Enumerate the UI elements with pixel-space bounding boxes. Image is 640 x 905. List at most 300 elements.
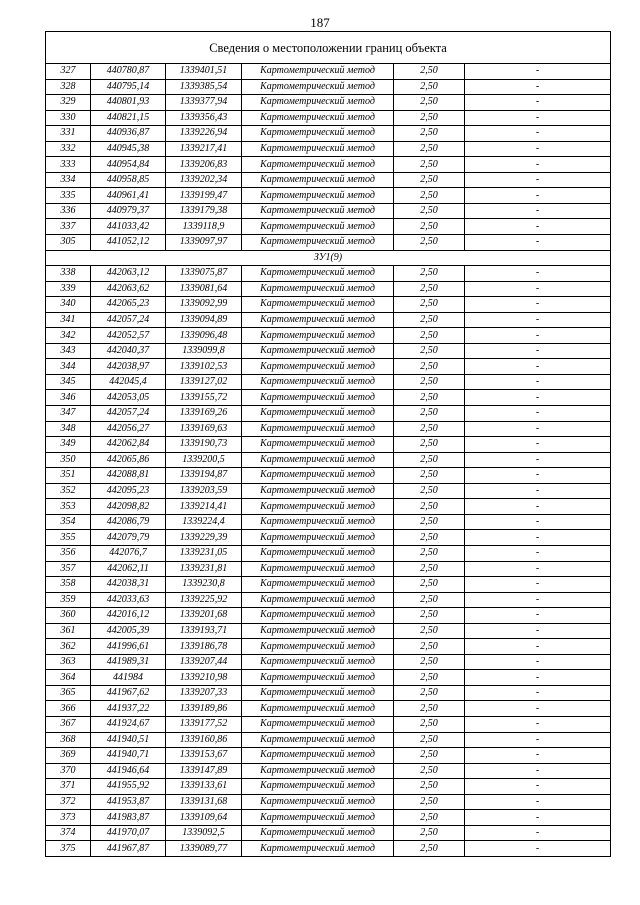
accuracy-cell: 2,50 (394, 763, 465, 779)
table-row (46, 732, 611, 748)
coord-x-cell: 441033,42 (91, 219, 166, 235)
accuracy-cell: 2,50 (394, 841, 465, 857)
point-number-cell: 337 (46, 219, 91, 235)
method-cell: Картометрический метод (242, 157, 394, 173)
accuracy-cell: 2,50 (394, 141, 465, 157)
coord-y-cell: 1339109,64 (166, 810, 242, 826)
coord-x-cell: 441983,87 (91, 810, 166, 826)
table-row (46, 359, 611, 375)
description-cell: - (465, 530, 611, 546)
method-cell: Картометрический метод (242, 343, 394, 359)
point-number-cell: 365 (46, 685, 91, 701)
coord-y-cell: 1339099,8 (166, 343, 242, 359)
coord-x-cell: 442040,37 (91, 343, 166, 359)
description-cell: - (465, 219, 611, 235)
table-row (46, 468, 611, 484)
table-row (46, 172, 611, 188)
coord-y-cell: 1339207,44 (166, 654, 242, 670)
table-row (46, 499, 611, 515)
coord-y-cell: 1339160,86 (166, 732, 242, 748)
accuracy-cell: 2,50 (394, 608, 465, 624)
method-cell: Картометрический метод (242, 328, 394, 344)
accuracy-cell: 2,50 (394, 297, 465, 313)
point-number-cell: 341 (46, 312, 91, 328)
description-cell: - (465, 359, 611, 375)
accuracy-cell: 2,50 (394, 421, 465, 437)
table-row (46, 545, 611, 561)
table-row (46, 514, 611, 530)
table-row (46, 266, 611, 282)
point-number-cell: 363 (46, 654, 91, 670)
table-title: Сведения о местоположении границ объекта (46, 32, 611, 64)
description-cell: - (465, 452, 611, 468)
coord-x-cell: 442033,63 (91, 592, 166, 608)
coord-y-cell: 1339131,68 (166, 794, 242, 810)
method-cell: Картометрический метод (242, 312, 394, 328)
coord-x-cell: 442038,97 (91, 359, 166, 375)
accuracy-cell: 2,50 (394, 79, 465, 95)
coord-y-cell: 1339226,94 (166, 126, 242, 142)
table-row (46, 841, 611, 857)
point-number-cell: 359 (46, 592, 91, 608)
point-number-cell: 347 (46, 406, 91, 422)
coord-x-cell: 442057,24 (91, 406, 166, 422)
method-cell: Картометрический метод (242, 841, 394, 857)
table-row (46, 406, 611, 422)
description-cell: - (465, 639, 611, 655)
method-cell: Картометрический метод (242, 514, 394, 530)
accuracy-cell: 2,50 (394, 701, 465, 717)
coord-x-cell: 442079,79 (91, 530, 166, 546)
point-number-cell: 348 (46, 421, 91, 437)
coord-y-cell: 1339401,51 (166, 64, 242, 80)
coord-y-cell: 1339189,86 (166, 701, 242, 717)
method-cell: Картометрический метод (242, 716, 394, 732)
table-row (46, 561, 611, 577)
description-cell: - (465, 203, 611, 219)
table-row (46, 312, 611, 328)
accuracy-cell: 2,50 (394, 468, 465, 484)
table-row (46, 825, 611, 841)
accuracy-cell: 2,50 (394, 157, 465, 173)
coord-y-cell: 1339199,47 (166, 188, 242, 204)
method-cell: Картометрический метод (242, 141, 394, 157)
coord-x-cell: 441937,22 (91, 701, 166, 717)
coord-x-cell: 441996,61 (91, 639, 166, 655)
coord-y-cell: 1339118,9 (166, 219, 242, 235)
point-number-cell: 356 (46, 545, 91, 561)
table-row (46, 437, 611, 453)
coord-y-cell: 1339092,5 (166, 825, 242, 841)
description-cell: - (465, 95, 611, 111)
coord-y-cell: 1339155,72 (166, 390, 242, 406)
point-number-cell: 370 (46, 763, 91, 779)
table-row (46, 670, 611, 686)
method-cell: Картометрический метод (242, 779, 394, 795)
method-cell: Картометрический метод (242, 437, 394, 453)
accuracy-cell: 2,50 (394, 545, 465, 561)
accuracy-cell: 2,50 (394, 64, 465, 80)
table-row (46, 328, 611, 344)
accuracy-cell: 2,50 (394, 203, 465, 219)
method-cell: Картометрический метод (242, 297, 394, 313)
section-heading-row (46, 250, 611, 266)
coord-y-cell: 1339193,71 (166, 623, 242, 639)
method-cell: Картометрический метод (242, 468, 394, 484)
coord-y-cell: 1339133,61 (166, 779, 242, 795)
boundary-table-body (46, 32, 611, 857)
accuracy-cell: 2,50 (394, 654, 465, 670)
point-number-cell: 355 (46, 530, 91, 546)
table-row (46, 235, 611, 251)
point-number-cell: 338 (46, 266, 91, 282)
description-cell: - (465, 654, 611, 670)
point-number-cell: 343 (46, 343, 91, 359)
description-cell: - (465, 561, 611, 577)
table-row (46, 716, 611, 732)
coord-x-cell: 440936,87 (91, 126, 166, 142)
point-number-cell: 360 (46, 608, 91, 624)
description-cell: - (465, 794, 611, 810)
accuracy-cell: 2,50 (394, 95, 465, 111)
description-cell: - (465, 514, 611, 530)
method-cell: Картометрический метод (242, 483, 394, 499)
point-number-cell: 368 (46, 732, 91, 748)
coord-x-cell: 441970,07 (91, 825, 166, 841)
method-cell: Картометрический метод (242, 545, 394, 561)
description-cell: - (465, 126, 611, 142)
coord-x-cell: 441052,12 (91, 235, 166, 251)
point-number-cell: 366 (46, 701, 91, 717)
coord-y-cell: 1339190,73 (166, 437, 242, 453)
table-title-row (46, 32, 611, 64)
coord-y-cell: 1339210,98 (166, 670, 242, 686)
boundary-table-container (45, 31, 610, 857)
accuracy-cell: 2,50 (394, 685, 465, 701)
table-row (46, 157, 611, 173)
point-number-cell: 340 (46, 297, 91, 313)
table-row (46, 452, 611, 468)
point-number-cell: 357 (46, 561, 91, 577)
coord-y-cell: 1339201,68 (166, 608, 242, 624)
table-row (46, 608, 611, 624)
point-number-cell: 335 (46, 188, 91, 204)
coord-y-cell: 1339089,77 (166, 841, 242, 857)
coord-y-cell: 1339207,33 (166, 685, 242, 701)
table-row (46, 95, 611, 111)
coord-x-cell: 442057,24 (91, 312, 166, 328)
point-number-cell: 352 (46, 483, 91, 499)
method-cell: Картометрический метод (242, 110, 394, 126)
coord-y-cell: 1339094,89 (166, 312, 242, 328)
accuracy-cell: 2,50 (394, 266, 465, 282)
coord-y-cell: 1339203,59 (166, 483, 242, 499)
coord-x-cell: 440801,93 (91, 95, 166, 111)
coord-x-cell: 442038,31 (91, 577, 166, 593)
table-row (46, 390, 611, 406)
description-cell: - (465, 608, 611, 624)
description-cell: - (465, 266, 611, 282)
table-row (46, 779, 611, 795)
coord-x-cell: 440954,84 (91, 157, 166, 173)
point-number-cell: 362 (46, 639, 91, 655)
accuracy-cell: 2,50 (394, 810, 465, 826)
accuracy-cell: 2,50 (394, 670, 465, 686)
coord-x-cell: 442053,05 (91, 390, 166, 406)
coord-y-cell: 1339153,67 (166, 748, 242, 764)
point-number-cell: 361 (46, 623, 91, 639)
description-cell: - (465, 841, 611, 857)
table-row (46, 794, 611, 810)
coord-y-cell: 1339186,78 (166, 639, 242, 655)
accuracy-cell: 2,50 (394, 235, 465, 251)
accuracy-cell: 2,50 (394, 794, 465, 810)
method-cell: Картометрический метод (242, 64, 394, 80)
table-row (46, 421, 611, 437)
table-row (46, 64, 611, 80)
accuracy-cell: 2,50 (394, 219, 465, 235)
point-number-cell: 371 (46, 779, 91, 795)
method-cell: Картометрический метод (242, 95, 394, 111)
coord-x-cell: 441953,87 (91, 794, 166, 810)
table-row (46, 623, 611, 639)
coord-x-cell: 442088,81 (91, 468, 166, 484)
point-number-cell: 367 (46, 716, 91, 732)
point-number-cell: 353 (46, 499, 91, 515)
accuracy-cell: 2,50 (394, 779, 465, 795)
method-cell: Картометрический метод (242, 79, 394, 95)
point-number-cell: 354 (46, 514, 91, 530)
coord-x-cell: 441940,71 (91, 748, 166, 764)
method-cell: Картометрический метод (242, 374, 394, 390)
method-cell: Картометрический метод (242, 499, 394, 515)
table-row (46, 110, 611, 126)
table-row (46, 219, 611, 235)
coord-x-cell: 441946,64 (91, 763, 166, 779)
coord-x-cell: 440961,41 (91, 188, 166, 204)
table-row (46, 763, 611, 779)
coord-x-cell: 442045,4 (91, 374, 166, 390)
point-number-cell: 364 (46, 670, 91, 686)
description-cell: - (465, 328, 611, 344)
method-cell: Картометрический метод (242, 561, 394, 577)
coord-y-cell: 1339206,83 (166, 157, 242, 173)
coord-x-cell: 442056,27 (91, 421, 166, 437)
accuracy-cell: 2,50 (394, 748, 465, 764)
coord-x-cell: 440821,15 (91, 110, 166, 126)
coord-y-cell: 1339102,53 (166, 359, 242, 375)
coord-y-cell: 1339217,41 (166, 141, 242, 157)
table-row (46, 577, 611, 593)
accuracy-cell: 2,50 (394, 437, 465, 453)
accuracy-cell: 2,50 (394, 312, 465, 328)
description-cell: - (465, 141, 611, 157)
coord-y-cell: 1339169,26 (166, 406, 242, 422)
description-cell: - (465, 64, 611, 80)
table-row (46, 483, 611, 499)
method-cell: Картометрический метод (242, 530, 394, 546)
table-row (46, 79, 611, 95)
coord-x-cell: 441984 (91, 670, 166, 686)
accuracy-cell: 2,50 (394, 172, 465, 188)
point-number-cell: 328 (46, 79, 91, 95)
table-row (46, 281, 611, 297)
point-number-cell: 375 (46, 841, 91, 857)
accuracy-cell: 2,50 (394, 281, 465, 297)
method-cell: Картометрический метод (242, 126, 394, 142)
description-cell: - (465, 312, 611, 328)
coord-y-cell: 1339097,97 (166, 235, 242, 251)
accuracy-cell: 2,50 (394, 530, 465, 546)
coord-y-cell: 1339224,4 (166, 514, 242, 530)
coord-y-cell: 1339202,34 (166, 172, 242, 188)
method-cell: Картометрический метод (242, 623, 394, 639)
coord-x-cell: 440780,87 (91, 64, 166, 80)
description-cell: - (465, 732, 611, 748)
accuracy-cell: 2,50 (394, 452, 465, 468)
coord-y-cell: 1339214,41 (166, 499, 242, 515)
description-cell: - (465, 810, 611, 826)
method-cell: Картометрический метод (242, 654, 394, 670)
accuracy-cell: 2,50 (394, 188, 465, 204)
point-number-cell: 330 (46, 110, 91, 126)
coord-y-cell: 1339356,43 (166, 110, 242, 126)
description-cell: - (465, 110, 611, 126)
accuracy-cell: 2,50 (394, 716, 465, 732)
section-heading: ЗУ1(9) (46, 250, 611, 266)
accuracy-cell: 2,50 (394, 483, 465, 499)
description-cell: - (465, 157, 611, 173)
method-cell: Картометрический метод (242, 748, 394, 764)
page-number: 187 (310, 15, 330, 30)
description-cell: - (465, 421, 611, 437)
coord-y-cell: 1339231,05 (166, 545, 242, 561)
point-number-cell: 344 (46, 359, 91, 375)
accuracy-cell: 2,50 (394, 639, 465, 655)
description-cell: - (465, 79, 611, 95)
point-number-cell: 346 (46, 390, 91, 406)
description-cell: - (465, 499, 611, 515)
description-cell: - (465, 390, 611, 406)
point-number-cell: 327 (46, 64, 91, 80)
coord-x-cell: 442005,39 (91, 623, 166, 639)
coord-x-cell: 440795,14 (91, 79, 166, 95)
method-cell: Картометрический метод (242, 172, 394, 188)
point-number-cell: 336 (46, 203, 91, 219)
point-number-cell: 345 (46, 374, 91, 390)
table-row (46, 374, 611, 390)
description-cell: - (465, 483, 611, 499)
coord-y-cell: 1339147,89 (166, 763, 242, 779)
coord-x-cell: 441924,67 (91, 716, 166, 732)
point-number-cell: 369 (46, 748, 91, 764)
description-cell: - (465, 577, 611, 593)
table-row (46, 297, 611, 313)
accuracy-cell: 2,50 (394, 343, 465, 359)
point-number-cell: 350 (46, 452, 91, 468)
description-cell: - (465, 763, 611, 779)
accuracy-cell: 2,50 (394, 374, 465, 390)
coord-x-cell: 442062,84 (91, 437, 166, 453)
table-row (46, 639, 611, 655)
method-cell: Картометрический метод (242, 685, 394, 701)
point-number-cell: 305 (46, 235, 91, 251)
coord-y-cell: 1339231,81 (166, 561, 242, 577)
method-cell: Картометрический метод (242, 235, 394, 251)
accuracy-cell: 2,50 (394, 110, 465, 126)
method-cell: Картометрический метод (242, 421, 394, 437)
accuracy-cell: 2,50 (394, 390, 465, 406)
coord-x-cell: 441967,87 (91, 841, 166, 857)
table-row (46, 203, 611, 219)
accuracy-cell: 2,50 (394, 623, 465, 639)
coord-y-cell: 1339096,48 (166, 328, 242, 344)
coord-y-cell: 1339385,54 (166, 79, 242, 95)
coord-y-cell: 1339092,99 (166, 297, 242, 313)
accuracy-cell: 2,50 (394, 328, 465, 344)
method-cell: Картометрический метод (242, 639, 394, 655)
coord-x-cell: 442098,82 (91, 499, 166, 515)
description-cell: - (465, 188, 611, 204)
coord-x-cell: 442065,23 (91, 297, 166, 313)
accuracy-cell: 2,50 (394, 514, 465, 530)
description-cell: - (465, 437, 611, 453)
method-cell: Картометрический метод (242, 406, 394, 422)
coord-y-cell: 1339200,5 (166, 452, 242, 468)
table-row (46, 810, 611, 826)
table-row (46, 141, 611, 157)
coord-x-cell: 442062,11 (91, 561, 166, 577)
description-cell: - (465, 701, 611, 717)
coord-y-cell: 1339177,52 (166, 716, 242, 732)
coord-x-cell: 441967,62 (91, 685, 166, 701)
accuracy-cell: 2,50 (394, 359, 465, 375)
point-number-cell: 358 (46, 577, 91, 593)
point-number-cell: 374 (46, 825, 91, 841)
table-row (46, 126, 611, 142)
point-number-cell: 334 (46, 172, 91, 188)
description-cell: - (465, 374, 611, 390)
table-row (46, 654, 611, 670)
coord-x-cell: 440945,38 (91, 141, 166, 157)
description-cell: - (465, 779, 611, 795)
point-number-cell: 373 (46, 810, 91, 826)
description-cell: - (465, 172, 611, 188)
coord-x-cell: 440958,85 (91, 172, 166, 188)
description-cell: - (465, 670, 611, 686)
method-cell: Картометрический метод (242, 266, 394, 282)
point-number-cell: 329 (46, 95, 91, 111)
table-row (46, 748, 611, 764)
description-cell: - (465, 297, 611, 313)
coord-x-cell: 442052,57 (91, 328, 166, 344)
description-cell: - (465, 468, 611, 484)
description-cell: - (465, 281, 611, 297)
method-cell: Картометрический метод (242, 577, 394, 593)
accuracy-cell: 2,50 (394, 825, 465, 841)
boundary-table (45, 31, 611, 857)
coord-y-cell: 1339081,64 (166, 281, 242, 297)
table-row (46, 701, 611, 717)
coord-x-cell: 442063,62 (91, 281, 166, 297)
coord-x-cell: 442095,23 (91, 483, 166, 499)
description-cell: - (465, 343, 611, 359)
coord-y-cell: 1339377,94 (166, 95, 242, 111)
method-cell: Картометрический метод (242, 825, 394, 841)
table-row (46, 343, 611, 359)
accuracy-cell: 2,50 (394, 561, 465, 577)
accuracy-cell: 2,50 (394, 577, 465, 593)
